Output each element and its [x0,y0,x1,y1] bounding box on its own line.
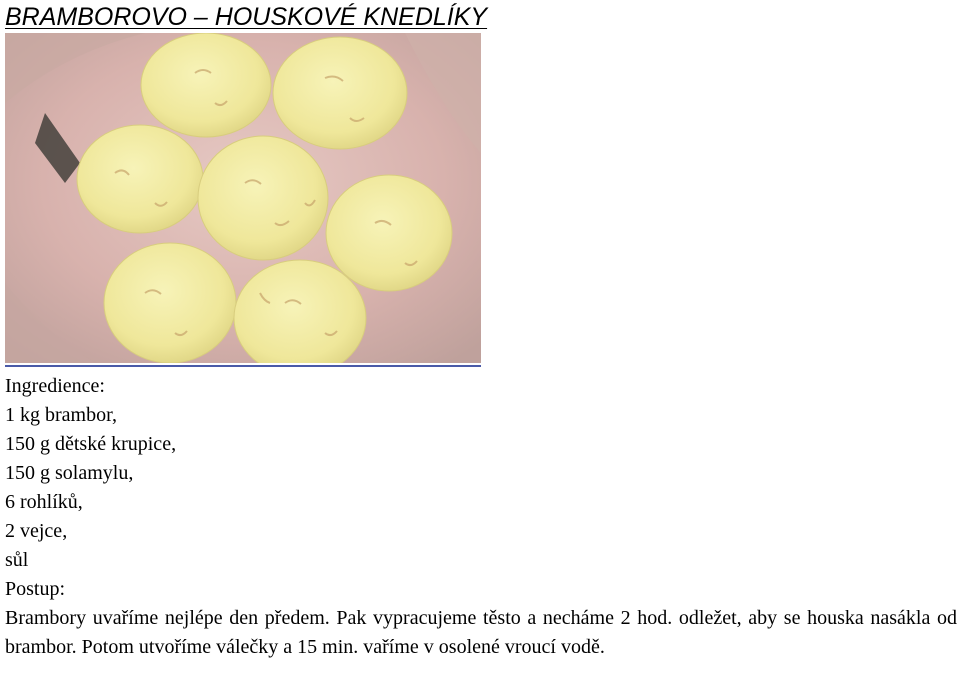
dumpling-slice [273,37,407,149]
ingredient-item: 150 g solamylu, [5,462,134,484]
page-title: BRAMBOROVO – HOUSKOVÉ KNEDLÍKY [5,3,488,31]
dumplings-image [5,33,481,363]
ingredients-heading: Ingredience: [5,375,105,397]
recipe-text [5,372,957,662]
ingredient-item: sůl [5,549,29,571]
ingredient-item: 2 vejce, [5,520,68,542]
photo-underline [5,365,481,367]
dumpling-slice [77,125,203,233]
dumpling-slice [326,175,452,291]
dumpling-slice [198,136,328,260]
dumplings-photo [5,33,481,368]
procedure-text: Brambory uvaříme nejlépe den předem. Pak vypracujeme těsto a necháme 2 hod. odležet, aby se houska nasákla od brambor. Potom utvoříme válečky a 15 min. vaříme v osolené vroucí vodě. [5,607,957,658]
ingredient-item: 6 rohlíků, [5,491,83,513]
ingredient-item: 1 kg brambor, [5,404,117,426]
ingredient-item: 150 g dětské krupice, [5,433,177,455]
procedure-heading: Postup: [5,578,66,600]
dumpling-slice [104,243,236,363]
dumpling-slice [141,33,271,137]
